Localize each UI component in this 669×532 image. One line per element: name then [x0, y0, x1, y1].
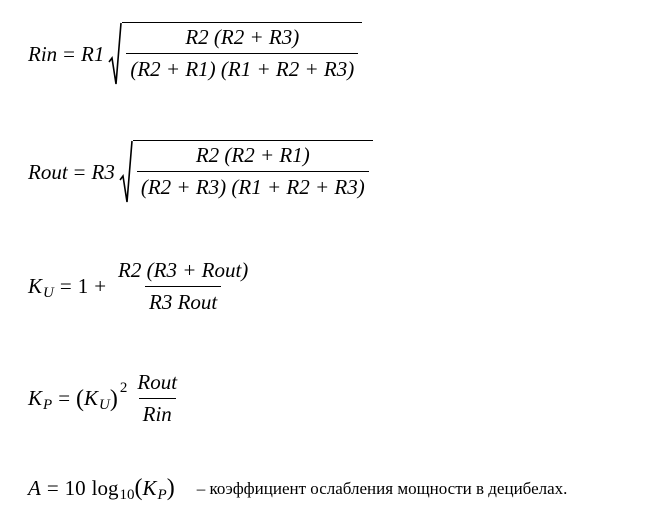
- rin-sqrt-body: [122, 22, 362, 86]
- rout-numerator: R2 (R2 + R1): [195, 143, 310, 167]
- a-description: – коэффициент ослабления мощности в децибелах.: [196, 478, 568, 498]
- rout-sqrt-body: [133, 140, 373, 204]
- close-paren: ): [166, 475, 175, 501]
- kp-numerator: Rout: [137, 370, 178, 394]
- rin-multiplier: R1: [81, 41, 105, 66]
- ku-lhs-base: K: [28, 274, 43, 298]
- a-log: log: [91, 475, 119, 500]
- open-paren: (: [76, 385, 85, 412]
- kp-lhs-base: K: [28, 386, 43, 410]
- ku-fraction: [114, 260, 252, 313]
- formula-attenuation: [28, 475, 568, 503]
- rin-numerator: R2 (R2 + R3): [185, 25, 300, 49]
- kp-power: 2: [119, 380, 128, 396]
- ku-lhs-subscript: U: [43, 285, 54, 301]
- close-paren: ): [109, 385, 118, 412]
- ku-denominator: R3 Rout: [145, 286, 221, 313]
- kp-inner-subscript: U: [99, 397, 110, 413]
- a-ten: 10: [64, 475, 86, 500]
- a-arg-base: K: [142, 475, 157, 500]
- formula-rin: [28, 22, 362, 86]
- open-paren: (: [134, 475, 143, 501]
- rin-lhs: Rin: [28, 41, 58, 66]
- a-log-subscript: 10: [119, 486, 135, 503]
- formula-rout: [28, 140, 373, 204]
- rin-sqrt: [108, 22, 362, 86]
- plus-sign: +: [94, 274, 107, 298]
- rin-fraction: [126, 27, 358, 80]
- rout-lhs: Rout: [28, 159, 68, 184]
- ku-one: 1: [77, 274, 89, 298]
- a-arg-subscript: P: [157, 486, 167, 503]
- ku-numerator: R2 (R3 + Rout): [118, 258, 249, 282]
- rout-sqrt: [119, 140, 373, 204]
- rout-fraction: [137, 145, 369, 198]
- radical-icon: [108, 22, 122, 86]
- kp-denominator: Rin: [139, 398, 176, 425]
- a-lhs: A: [28, 475, 41, 500]
- equals-sign: =: [59, 274, 72, 298]
- equals-sign: =: [63, 41, 76, 66]
- equals-sign: =: [46, 475, 59, 500]
- equals-sign: =: [73, 159, 86, 184]
- rout-denominator: (R2 + R3) (R1 + R2 + R3): [137, 171, 369, 198]
- formula-kp: [28, 372, 183, 425]
- radical-icon: [119, 140, 133, 204]
- kp-lhs-subscript: P: [43, 397, 53, 413]
- equals-sign: =: [58, 386, 71, 410]
- kp-fraction: [133, 372, 181, 425]
- rout-multiplier: R3: [91, 159, 115, 184]
- formula-ku: [28, 260, 254, 313]
- kp-inner-base: K: [84, 386, 99, 410]
- rin-denominator: (R2 + R1) (R1 + R2 + R3): [126, 53, 358, 80]
